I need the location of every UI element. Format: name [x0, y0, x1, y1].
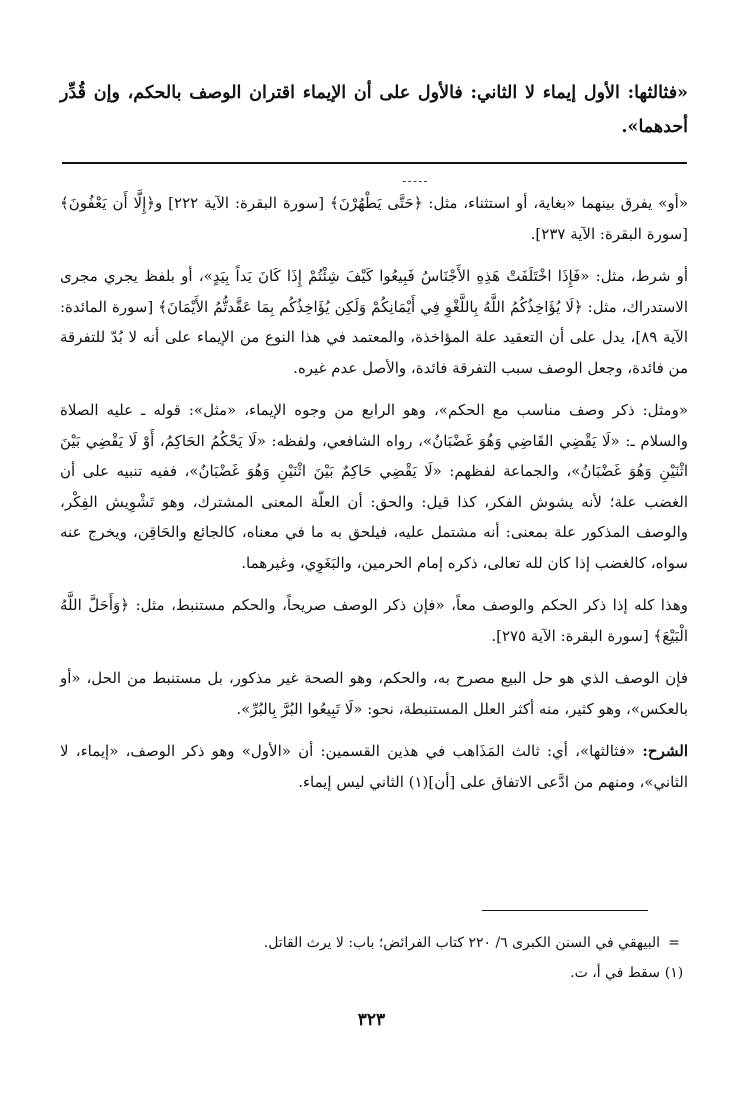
footnote-text: سقط في أ، ت. — [570, 965, 660, 981]
separator-rule — [62, 162, 687, 164]
footnote-mark: = — [668, 935, 680, 951]
paragraph-4: وهذا كله إذا ذكر الحكم والوصف معاً، «فإن ذكر الوصف صريحاً، والحكم مستنبط، مثل: ﴿وَأَحَلَّ اللَّهُ الْبَيْعَ﴾ [سورة البقرة: الآية ٢٧٥]. — [60, 596, 688, 645]
footnote-item — [60, 928, 688, 958]
lead-text: «فثالثها: الأول إيماء لا الثاني: فالأول على أن الإيماء اقتران الوصف بالحكم، وإن قُدِّر أحدهما». — [60, 83, 688, 137]
sharh-label: الشرح: — [642, 742, 688, 760]
page-number: ٣٢٣ — [357, 1010, 386, 1030]
footnote-mark: (١) — [664, 965, 684, 981]
paragraph-1: «أو» يفرق بينهما «بغاية، أو استثناء، مثل: ﴿حَتَّى يَطْهُرْنَ﴾ [سورة البقرة: الآية ٢٢٢] و﴿إِلَّا أَن يَعْفُونَ﴾ [سورة البقرة: الآية ٢٣٧]. — [60, 194, 688, 243]
sharh-text: «فثالثها»، أي: ثالث المَذَاهب في هذين القسمين: أن «الأول» وهو ذكر الوصف، «إيماء، لا الثاني»، ومنهم من ادَّعى الاتفاق على [أن](١) الثاني ليس إيماء. — [60, 742, 688, 791]
paragraph-5: فإن الوصف الذي هو حل البيع مصرح به، والحكم، وهو الصحة غير مذكور، بل مستنبط من الحل، «أو بالعكس»، وهو كثير، منه أكثر العلل المستنبطة، نحو: «لَا تَبِيعُوا البُرَّ بِالبُرِّ». — [60, 669, 688, 718]
footnote-text: البيهقي في السنن الكبرى ٦/ ٢٢٠ كتاب الفرائض؛ باب: لا يرث القاتل. — [263, 935, 660, 951]
paragraph-3: «ومثل: ذكر وصف مناسب مع الحكم»، وهو الرابع من وجوه الإيماء، «مثل»: قوله ـ عليه الصلاة والسلام ـ: «لَا يَقْضِي القَاضِي وَهُوَ غَضْبَانُ»، رواه الشافعي، ولفظه: «لَا يَحْكُمُ الحَاكِمُ، أَوْ لَا يَقْضِي بَيْنَ اثْنَيْنِ وَهُوَ غَضْبَانُ»، والجماعة لفظهم: «لَا يَقْضِي حَاكِمٌ بَيْنَ اثْنَيْنِ وَهُوَ غَضْبَانُ»، ففيه تنبيه على أن الغضب علة؛ لأنه يشوش الفكر، كذا قيل: والحق: أن العلّة المعنى المشترك، وهو تَشْوِيش الفِكْر، والوصف المذكور علة بمعنى: أنه مشتمل عليه، فيلحق به ما في معناه، كالجائع والحَاقِن، ويخرج عنه سواه، كالغضب إذا كان لله تعالى، ذكره إمام الحرمين، والبَغَوِي، وغيرهما. — [60, 401, 688, 572]
dash-mark — [403, 181, 427, 182]
footnotes — [60, 928, 688, 988]
paragraph-sharh — [60, 736, 688, 797]
paragraph-2: أو شرط، مثل: «فَإِذَا اخْتَلَفَتْ هَذِهِ الأَجْنَاسُ فَبِيعُوا كَيْفَ شِئْتُمْ إِذَا كَانَ يَداً بِيَدٍ»، أو بلفظ يجري مجرى الاستدراك، مثل: ﴿لَا يُؤَاخِذُكُمُ اللَّهُ بِاللَّغْوِ فِي أَيْمَانِكُمْ وَلَكِن يُؤَاخِذُكُم بِمَا عَقَّدتُّمُ الأَيْمَانَ﴾ [سورة المائدة: الآية ٨٩]، يدل على أن التعقيد علة المؤاخذة، والمعتمد في هذا النوع من الإيماء على أنه لا بُدّ للتفرقة من فائدة، وجعل الوصف سبب التفرقة فائدة، والأصل عدم غيره. — [60, 267, 688, 377]
footnote-rule — [482, 910, 648, 911]
footnote-item — [60, 958, 688, 988]
page-body — [60, 188, 688, 809]
matn-lead — [60, 76, 688, 144]
